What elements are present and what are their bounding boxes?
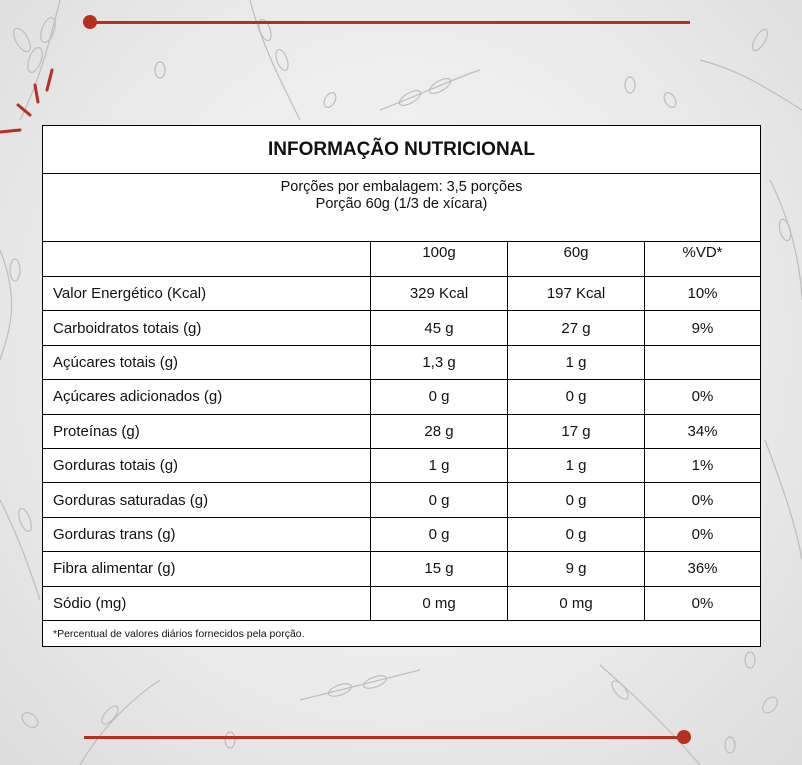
value-100g: 0 g — [371, 518, 508, 551]
table-row — [43, 449, 760, 483]
table-row — [43, 587, 760, 621]
nutrient-name: Açúcares adicionados (g) — [43, 380, 371, 413]
table-row — [43, 415, 760, 449]
nutrient-name: Gorduras trans (g) — [43, 518, 371, 551]
value-portion: 27 g — [508, 311, 645, 344]
value-portion: 0 g — [508, 380, 645, 413]
column-header-name — [43, 242, 371, 276]
value-portion: 1 g — [508, 449, 645, 482]
column-header-portion: 60g — [508, 242, 645, 276]
bottom-divider-dot — [677, 730, 691, 744]
top-divider-dot — [83, 15, 97, 29]
title-row — [43, 126, 760, 174]
value-dv: 0% — [691, 525, 714, 543]
top-divider-line — [90, 21, 690, 24]
value-100g: 45 g — [371, 311, 508, 344]
bottom-divider-line — [84, 736, 684, 739]
value-dv: 10% — [687, 285, 718, 303]
value-dv: 9% — [691, 319, 714, 337]
value-portion: 0 mg — [508, 587, 645, 620]
value-100g: 329 Kcal — [371, 277, 508, 310]
value-100g: 1,3 g — [371, 346, 508, 379]
value-dv: 1% — [691, 457, 714, 475]
table-row — [43, 380, 760, 414]
nutrient-name: Fibra alimentar (g) — [43, 552, 371, 585]
footnote: *Percentual de valores diários fornecidos pela porção. — [53, 628, 305, 640]
value-100g: 15 g — [371, 552, 508, 585]
value-dv: 36% — [687, 560, 718, 578]
nutrient-name: Açúcares totais (g) — [43, 346, 371, 379]
value-100g: 1 g — [371, 449, 508, 482]
value-dv: 0% — [691, 491, 714, 509]
value-dv: 0% — [691, 594, 714, 612]
table-title: INFORMAÇÃO NUTRICIONAL — [267, 138, 536, 160]
table-row — [43, 277, 760, 311]
value-portion: 0 g — [508, 518, 645, 551]
nutrient-name: Proteínas (g) — [43, 415, 371, 448]
nutrient-rows — [43, 277, 760, 621]
value-100g: 0 g — [371, 483, 508, 516]
servings-per-package: Porções por embalagem: 3,5 porções — [280, 179, 523, 195]
column-header-row — [43, 242, 760, 277]
value-100g: 28 g — [371, 415, 508, 448]
table-row — [43, 552, 760, 586]
nutrition-facts-table — [42, 125, 761, 647]
serving-info — [43, 174, 760, 242]
table-row — [43, 311, 760, 345]
column-header-dv: %VD* — [682, 244, 723, 261]
value-dv: 34% — [687, 422, 718, 440]
column-header-100g: 100g — [371, 242, 508, 276]
value-portion: 0 g — [508, 483, 645, 516]
table-row — [43, 483, 760, 517]
nutrient-name: Gorduras totais (g) — [43, 449, 371, 482]
nutrient-name: Sódio (mg) — [43, 587, 371, 620]
value-dv — [645, 346, 760, 379]
value-portion: 1 g — [508, 346, 645, 379]
table-row — [43, 346, 760, 380]
table-row — [43, 518, 760, 552]
value-portion: 197 Kcal — [508, 277, 645, 310]
nutrient-name: Gorduras saturadas (g) — [43, 483, 371, 516]
serving-size: Porção 60g (1/3 de xícara) — [315, 196, 488, 212]
value-dv: 0% — [691, 388, 714, 406]
nutrient-name: Valor Energético (Kcal) — [43, 277, 371, 310]
nutrient-name: Carboidratos totais (g) — [43, 311, 371, 344]
value-100g: 0 mg — [371, 587, 508, 620]
value-portion: 9 g — [508, 552, 645, 585]
value-100g: 0 g — [371, 380, 508, 413]
value-portion: 17 g — [508, 415, 645, 448]
